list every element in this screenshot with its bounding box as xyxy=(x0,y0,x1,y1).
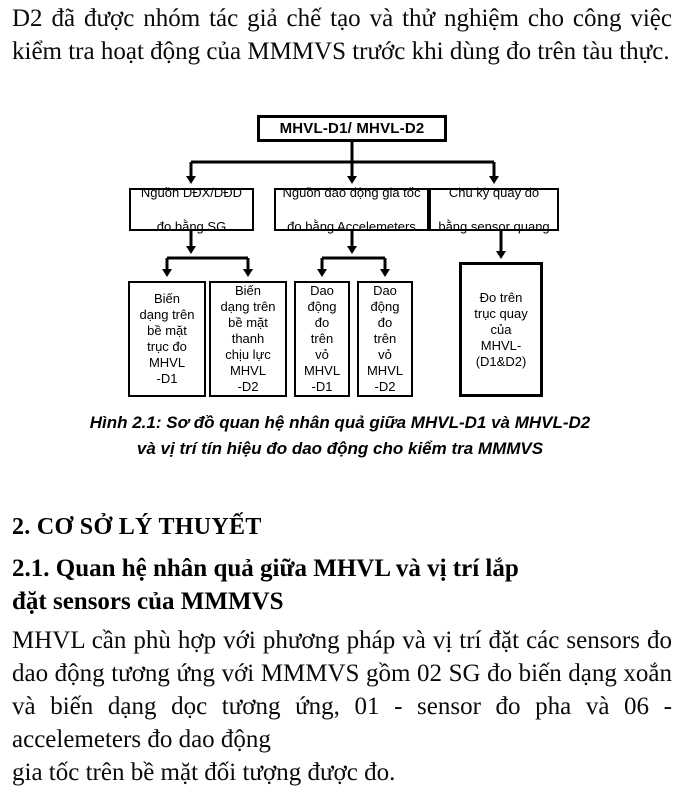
figure-diagram xyxy=(0,100,680,410)
diagram-node-root xyxy=(257,115,447,142)
mid3-line2: bằng sensor quang xyxy=(438,219,550,234)
subsection-heading-line2: đặt sensors của MMMVS xyxy=(12,588,284,615)
leaf1-lines: Biến dạng trên bề mặt trục đo MHVL -D1 xyxy=(139,291,195,386)
top-paragraph: D2 đã được nhóm tác giả chế tạo và thử nghiệm cho công việc kiểm tra hoạt động của MMMVS trước khi dùng đo trên tàu thực. xyxy=(12,5,672,65)
leaf4-lines: Dao động đo trên vỏ MHVL -D2 xyxy=(366,283,404,394)
diagram-node-leaf-5 xyxy=(459,262,543,397)
mid3-line1: Chu kỳ quay đo xyxy=(448,185,540,200)
diagram-node-rotation-cycle xyxy=(429,185,559,234)
section-heading: 2. CƠ SỞ LÝ THUYẾT xyxy=(12,514,262,540)
diagram-node-mid1-text xyxy=(131,184,252,235)
bottom-paragraph-block xyxy=(12,624,672,789)
bottom-paragraph: MHVL cần phù hợp với phương pháp và vị trí đặt các sensors đo dao động tương ứng với MMMVS gồm 02 SG đo biến dạng xoắn và biến dạng dọc tương ứng, 01 - sensor đo pha và 06 - accelemeters đo dao động xyxy=(12,627,672,753)
figure-caption-line2: và vị trí tín hiệu đo dao động cho kiểm tra MMMVS xyxy=(136,439,544,458)
diagram-node-source-accelerometers xyxy=(274,185,429,234)
mid1-line1: Nguồn DĐX/DĐD xyxy=(140,185,243,200)
leaf2-lines: Biến dạng trên bề mặt thanh chịu lực MHVL -D2 xyxy=(220,283,276,394)
diagram-node-mid3-text xyxy=(431,184,557,235)
mid1-line2: đo bằng SG xyxy=(156,219,227,234)
mid2-line1: Nguồn dao động gia tốc xyxy=(282,185,421,200)
diagram-node-root-label: MHVL-D1/ MHVL-D2 xyxy=(279,120,425,137)
diagram-node-leaf-1 xyxy=(128,281,206,397)
figure-caption xyxy=(20,410,660,462)
figure-caption-line1: Hình 2.1: Sơ đồ quan hệ nhân quả giữa MHVL-D1 và MHVL-D2 xyxy=(89,413,591,432)
diagram-node-leaf-4 xyxy=(357,281,413,397)
top-paragraph-block xyxy=(12,2,672,68)
subsection-heading xyxy=(12,552,672,618)
bottom-paragraph-tail: gia tốc trên bề mặt đối tượng được đo. xyxy=(12,759,396,786)
diagram-node-leaf-3 xyxy=(294,281,350,397)
diagram-node-leaf-2 xyxy=(209,281,287,397)
diagram-node-source-sg xyxy=(129,185,254,234)
diagram-node-mid2-text xyxy=(276,184,427,235)
leaf5-lines: Đo trên trục quay của MHVL- (D1&D2) xyxy=(474,289,528,369)
leaf3-lines: Dao động đo trên vỏ MHVL -D1 xyxy=(303,283,341,394)
subsection-heading-line1: 2.1. Quan hệ nhân quả giữa MHVL và vị trí lắp xyxy=(12,555,519,582)
mid2-line2: đo bằng Accelemeters xyxy=(287,219,416,234)
